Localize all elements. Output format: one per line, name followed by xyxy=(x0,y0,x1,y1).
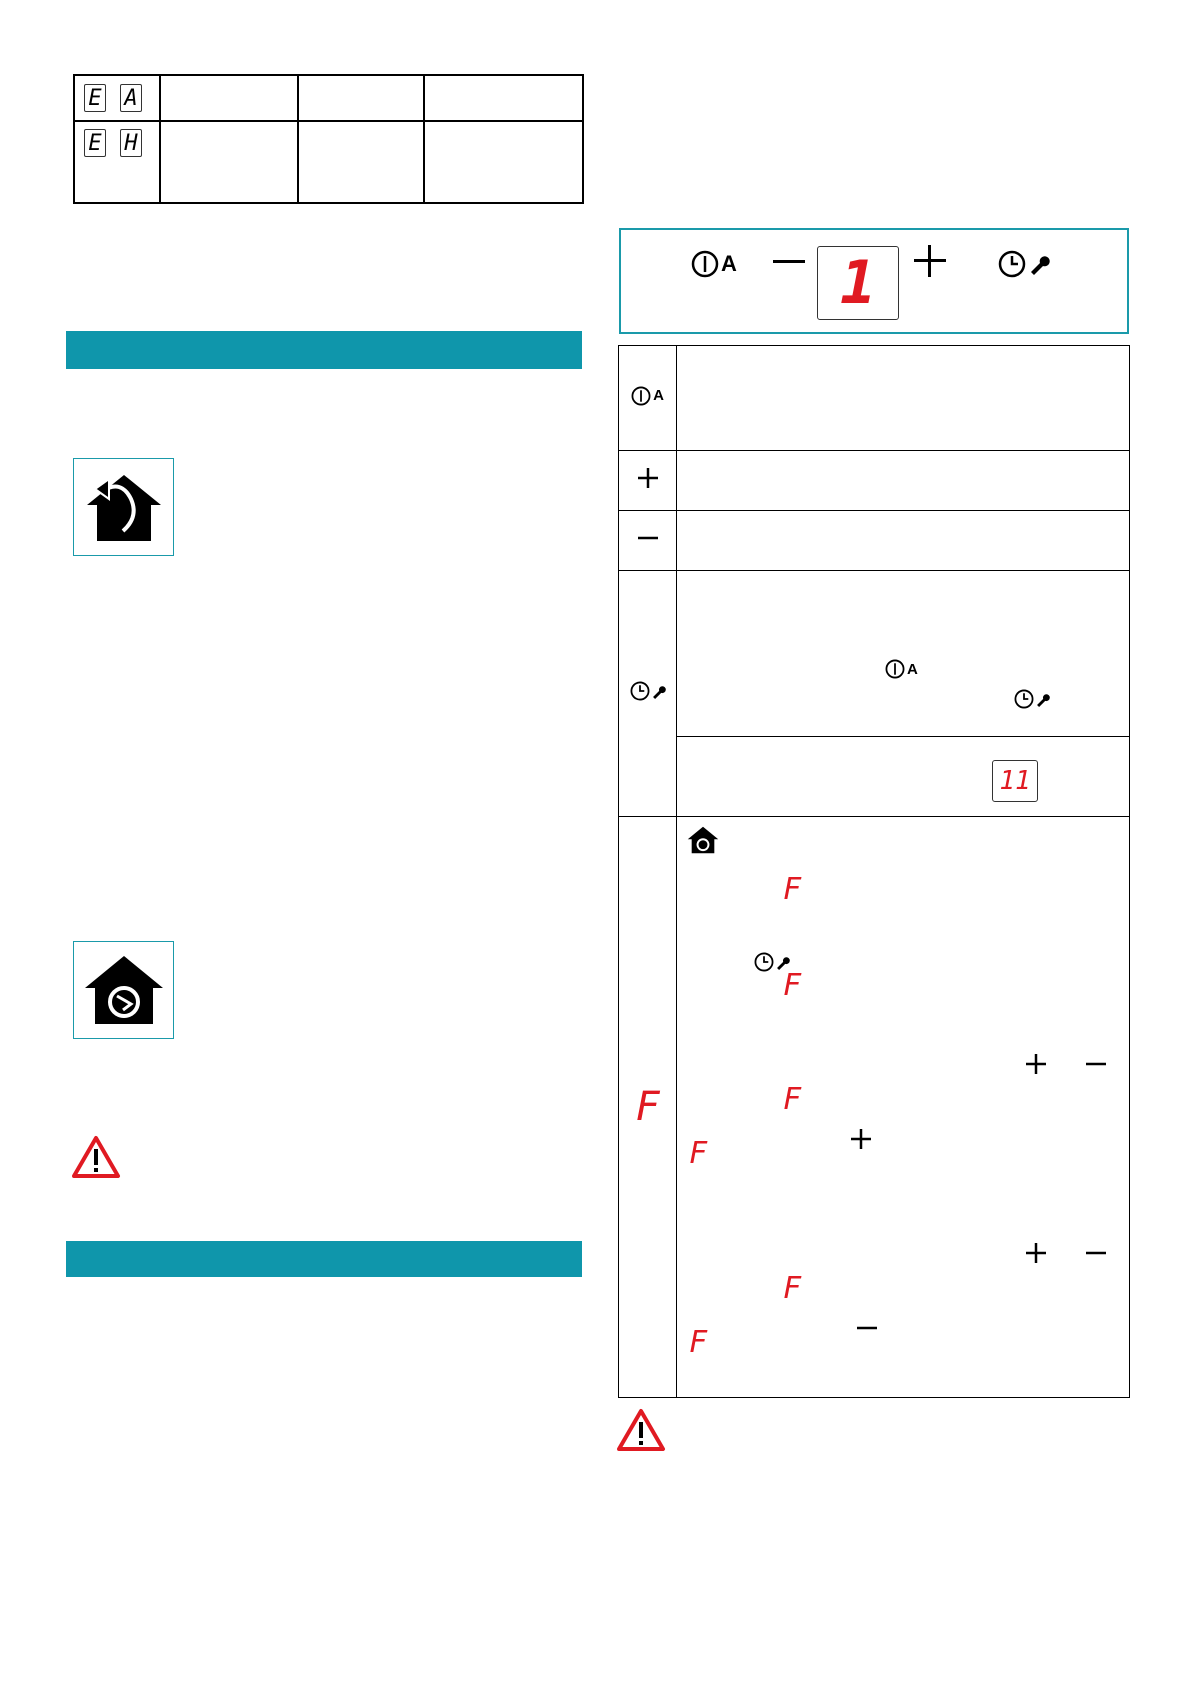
power-icon xyxy=(691,250,719,278)
minus-icon xyxy=(856,1317,878,1339)
clock-icon xyxy=(1014,689,1034,709)
table-cell xyxy=(160,75,298,121)
description-cell xyxy=(677,737,1130,817)
auto-letter: A xyxy=(653,387,664,404)
table-cell xyxy=(298,75,424,121)
table-cell xyxy=(298,121,424,203)
icon-cell xyxy=(619,571,677,817)
house-exhaust-icon xyxy=(73,458,174,556)
minus-icon xyxy=(1085,1053,1107,1075)
icon-cell xyxy=(619,817,677,1398)
mode-letter: F xyxy=(689,1136,708,1171)
plus-icon xyxy=(637,467,659,489)
description-cell xyxy=(677,451,1130,511)
wrench-icon xyxy=(651,684,666,699)
segment-char: E xyxy=(84,84,106,112)
display-digit: 1 xyxy=(839,248,877,318)
mode-letter: F xyxy=(783,1271,802,1306)
section-heading-bar xyxy=(66,1241,582,1277)
plus-icon xyxy=(1025,1053,1047,1075)
icon-cell xyxy=(619,346,677,451)
error-code-table xyxy=(73,74,584,204)
control-description-table xyxy=(618,345,1130,1398)
power-icon xyxy=(631,386,651,406)
auto-letter: A xyxy=(907,660,918,678)
power-auto-button[interactable] xyxy=(691,250,737,283)
minus-button[interactable] xyxy=(773,260,805,263)
table-cell xyxy=(160,121,298,203)
error-code-cell xyxy=(74,121,160,203)
wrench-icon xyxy=(1035,692,1050,707)
clock-icon xyxy=(754,952,774,972)
description-cell xyxy=(677,346,1130,451)
table-cell xyxy=(424,121,583,203)
power-icon xyxy=(885,659,905,679)
plus-icon xyxy=(1025,1242,1047,1264)
clock-icon xyxy=(998,250,1026,278)
section-heading-bar xyxy=(66,331,582,369)
house-recirculation-icon xyxy=(73,941,174,1039)
table-row xyxy=(619,451,1130,511)
description-cell xyxy=(677,571,1130,737)
table-row xyxy=(619,737,1130,817)
plus-icon xyxy=(850,1128,872,1150)
segment-char: E xyxy=(84,129,106,157)
table-row xyxy=(619,817,1130,1398)
minus-icon xyxy=(637,527,659,549)
segment-display xyxy=(992,760,1038,802)
table-row xyxy=(74,121,583,203)
table-row xyxy=(619,346,1130,451)
segment-char: H xyxy=(120,129,142,157)
icon-cell xyxy=(619,511,677,571)
mode-letter: F xyxy=(689,1325,708,1360)
description-cell xyxy=(677,817,1130,1398)
power-level-display xyxy=(817,246,899,320)
table-cell xyxy=(424,75,583,121)
minus-icon xyxy=(1085,1242,1107,1264)
clock-icon xyxy=(630,681,650,701)
table-row xyxy=(619,511,1130,571)
error-code-cell xyxy=(74,75,160,121)
mode-letter: F xyxy=(783,872,802,907)
timer-settings-button[interactable] xyxy=(998,250,1050,278)
mode-letter: F xyxy=(783,1082,802,1117)
description-cell xyxy=(677,511,1130,571)
warning-triangle-icon xyxy=(616,1408,666,1457)
auto-letter: A xyxy=(721,251,737,276)
table-row xyxy=(619,571,1130,737)
mode-letter: F xyxy=(635,1084,660,1130)
segment-value: 11 xyxy=(999,766,1031,796)
house-recirculation-icon xyxy=(687,825,719,860)
wrench-icon xyxy=(1028,253,1050,275)
plus-button[interactable] xyxy=(914,245,946,277)
mode-letter: F xyxy=(783,968,802,1003)
segment-char: A xyxy=(120,84,142,112)
control-panel xyxy=(619,228,1129,334)
warning-triangle-icon xyxy=(71,1135,121,1184)
table-row xyxy=(74,75,583,121)
icon-cell xyxy=(619,451,677,511)
